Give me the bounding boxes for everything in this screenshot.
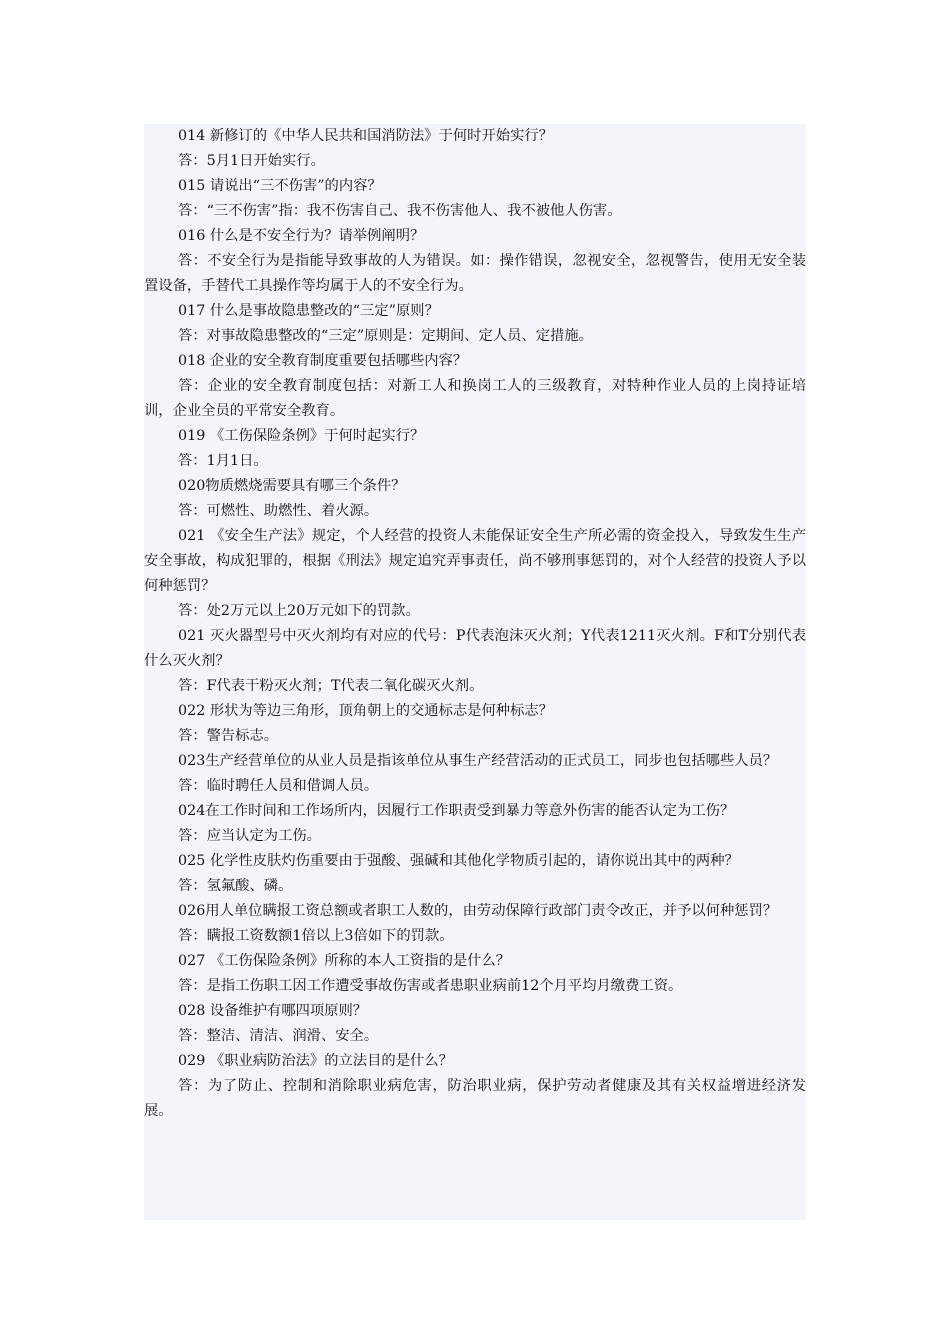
question-024: 024在工作时间和工作场所内，因履行工作职责受到暴力等意外伤害的能否认定为工伤？	[178, 803, 735, 819]
question-017: 017 什么是事故隐患整改的“三定”原则？	[178, 303, 439, 319]
question-021b: 021 灭火器型号中灭火剂均有对应的代号：P代表泡沫灭火剂；Y代表1211灭火剂。F和T分别代表什么灭火剂？	[144, 628, 806, 669]
qa-text-block	[144, 124, 806, 1220]
question-023: 023生产经营单位的从业人员是指该单位从事生产经营活动的正式员工，同步也包括哪些人员？	[178, 753, 778, 769]
answer-023: 答：临时聘任人员和借调人员。	[178, 778, 379, 794]
question-015: 015 请说出“三不伤害”的内容？	[178, 178, 382, 194]
question-019: 019 《工伤保险条例》于何时起实行？	[178, 428, 425, 444]
question-018: 018 企业的安全教育制度重要包括哪些内容？	[178, 353, 468, 369]
answer-022: 答：警告标志。	[178, 728, 279, 744]
answer-014: 答：5月1日开始实行。	[178, 153, 325, 169]
answer-015: 答：“三不伤害”指：我不伤害自己、我不伤害他人、我不被他人伤害。	[178, 203, 622, 219]
question-022: 022 形状为等边三角形，顶角朝上的交通标志是何种标志？	[178, 703, 553, 719]
question-029: 029 《职业病防治法》的立法目的是什么？	[178, 1053, 453, 1069]
question-020: 020物质燃烧需要具有哪三个条件？	[178, 478, 406, 494]
answer-027: 答：是指工伤职工因工作遭受事故伤害或者患职业病前12个月平均月缴费工资。	[178, 978, 683, 994]
question-014: 014 新修订的《中华人民共和国消防法》于何时开始实行？	[178, 128, 553, 144]
answer-017: 答：对事故隐患整改的“三定”原则是：定期间、定人员、定措施。	[178, 328, 593, 344]
answer-029: 答：为了防止、控制和消除职业病危害，防治职业病，保护劳动者健康及其有关权益增进经济发展。	[144, 1078, 806, 1119]
question-026: 026用人单位瞒报工资总额或者职工人数的，由劳动保障行政部门责令改正，并予以何种惩罚？	[178, 903, 778, 919]
question-016: 016 什么是不安全行为？请举例阐明？	[178, 228, 425, 244]
answer-016: 答：不安全行为是指能导致事故的人为错误。如：操作错误，忽视安全，忽视警告，使用无安全装置设备，手替代工具操作等均属于人的不安全行为。	[144, 253, 806, 294]
question-027: 027 《工伤保险条例》所称的本人工资指的是什么？	[178, 953, 511, 969]
answer-021b: 答：F代表干粉灭火剂；T代表二氧化碳灭火剂。	[178, 678, 484, 694]
answer-028: 答：整洁、清洁、润滑、安全。	[178, 1028, 379, 1044]
question-028: 028 设备维护有哪四项原则？	[178, 1003, 368, 1019]
answer-021a: 答：处2万元以上20万元如下的罚款。	[178, 603, 420, 619]
question-021a: 021 《安全生产法》规定，个人经营的投资人未能保证安全生产所必需的资金投入，导致发生生产安全事故，构成犯罪的，根据《刑法》规定追究弄事责任，尚不够刑事惩罚的，对个人经营的投资人予以何种惩罚？	[144, 528, 806, 594]
answer-020: 答：可燃性、助燃性、着火源。	[178, 503, 379, 519]
qa-list	[144, 124, 806, 1124]
answer-018: 答：企业的安全教育制度包括：对新工人和换岗工人的三级教育，对特种作业人员的上岗持证培训，企业全员的平常安全教育。	[144, 378, 806, 419]
answer-019: 答：1月1日。	[178, 453, 268, 469]
answer-025: 答：氢氟酸、磷。	[178, 878, 293, 894]
question-025: 025 化学性皮肤灼伤重要由于强酸、强碱和其他化学物质引起的，请你说出其中的两种？	[178, 853, 739, 869]
answer-026: 答：瞒报工资数额1倍以上3倍如下的罚款。	[178, 928, 454, 944]
answer-024: 答：应当认定为工伤。	[178, 828, 321, 844]
